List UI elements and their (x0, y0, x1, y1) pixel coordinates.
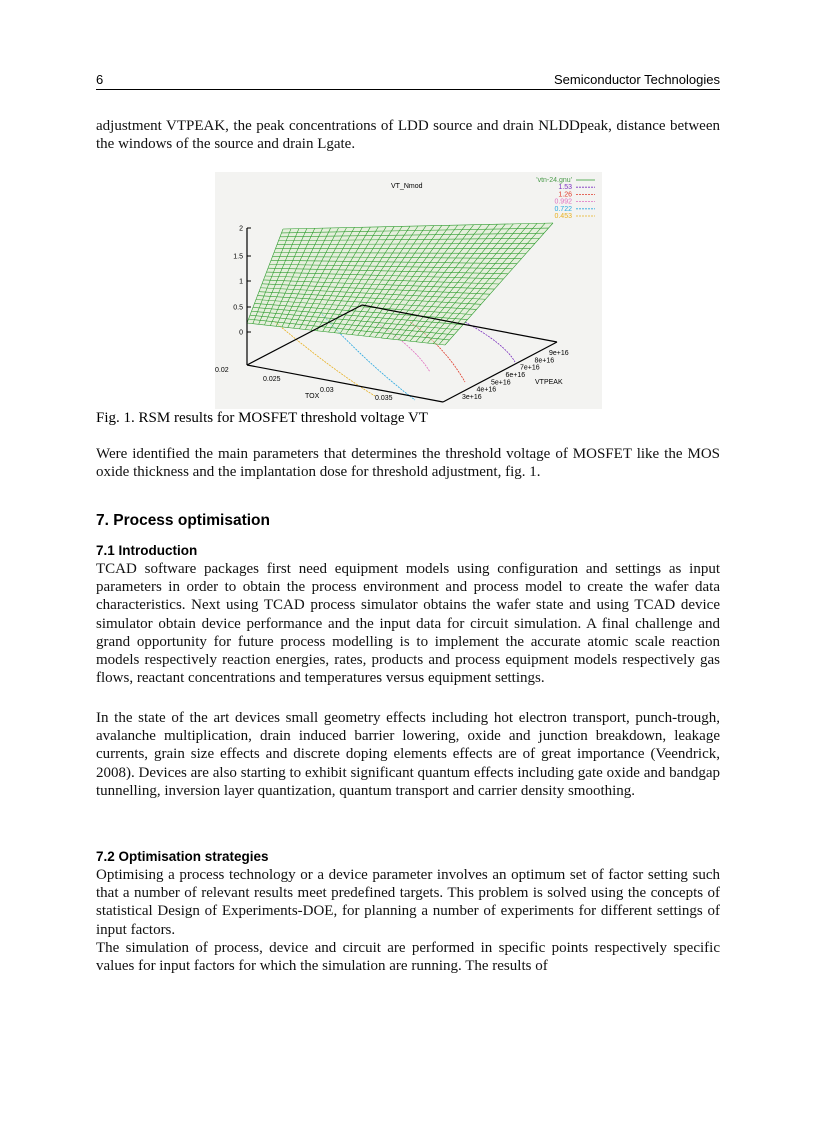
intro-paragraph: adjustment VTPEAK, the peak concentrations of LDD source and drain NLDDpeak, distance between the windows of the source and drain Lgate. (96, 118, 720, 153)
y-tick-label: 5e+16 (491, 379, 511, 387)
y-tick-label: 4e+16 (476, 386, 497, 394)
paragraph: Optimising a process technology or a device parameter involves an optimum set of factor setting such that a number of relevant results meet predefined targets. This problem is solved using the concepts of statistical Design of Experiments-DOE, for planning a number of experiments for different settings of input factors. (96, 867, 720, 938)
page-number: 6 (96, 72, 104, 87)
z-tick-label: 1.5 (233, 253, 243, 261)
legend-label: 0.992 (554, 198, 572, 206)
x-tick-label: 0.035 (375, 395, 393, 402)
paragraph: Were identified the main parameters that determines the threshold voltage of MOSFET like the MOS oxide thickness and the implantation dose for threshold adjustment, fig. 1. (96, 446, 720, 481)
z-tick-label: 2 (239, 225, 243, 233)
paragraph: TCAD software packages first need equipment models using configuration and settings as input parameters in order to obtain the process environment and process model to create the wafer data characteristics. Next using TCAD process simulator obtains the wafer state and using TCAD device simulator obtain device performance and the input data for circuit simulation. A final challenge and grand opportunity for future process modelling is to implement the accurate atomic scale reaction models respectively reaction energies, rates, products and process equipment models respectively gas flows, reactant concentrations and temperatures versus equipment settings. (96, 561, 720, 687)
z-tick-label: 1 (239, 278, 243, 286)
paragraph: In the state of the art devices small geometry effects including hot electron transport, punch-trough, avalanche multiplication, drain induced barrier lowering, oxide and junction breakdown, leakage currents, grain size effects and discrete doping elements effects are of great importance (Veendrick, 2008). Devices are also starting to exhibit significant quantum effects including gate oxide and bandgap tunnelling, inversion layer quantization, quantum transport and carrier density smoothing. (96, 710, 720, 799)
book-title: Semiconductor Technologies (554, 72, 720, 87)
y-axis-label: VTPEAK (535, 379, 563, 386)
paragraph: The simulation of process, device and circuit are performed in specific points respectively specific values for input factors for which the simulation are running. The results of (96, 940, 720, 975)
figure-surface-plot (215, 172, 602, 409)
subsection-heading: 7.2 Optimisation strategies (96, 849, 269, 864)
y-tick-label: 3e+16 (462, 394, 482, 401)
y-tick-label: 8e+16 (534, 357, 555, 365)
running-header (96, 71, 720, 90)
y-tick-label: 9e+16 (549, 350, 569, 357)
legend-label: 'vtn-24.gnu' (536, 177, 572, 184)
x-tick-label: 0.03 (320, 387, 334, 394)
plot-title: VT_Nmod (391, 183, 423, 190)
y-tick-label: 7e+16 (520, 364, 540, 372)
x-axis-label: TOX (305, 393, 320, 400)
x-tick-label: 0.02 (215, 367, 229, 374)
x-tick-label: 0.025 (263, 376, 281, 383)
subsection-heading: 7.1 Introduction (96, 543, 198, 558)
legend-label: 0.453 (554, 213, 572, 220)
z-tick-label: 0.5 (233, 304, 243, 312)
surface-plot (215, 172, 602, 409)
z-tick-label: 0 (239, 329, 243, 337)
legend-label: 1.26 (558, 191, 572, 199)
legend-label: 0.722 (554, 205, 572, 213)
y-tick-label: 6e+16 (505, 372, 526, 379)
section-heading: 7. Process optimisation (96, 512, 270, 529)
figure-caption: Fig. 1. RSM results for MOSFET threshold voltage VT (96, 410, 428, 426)
legend-label: 1.53 (558, 184, 572, 192)
